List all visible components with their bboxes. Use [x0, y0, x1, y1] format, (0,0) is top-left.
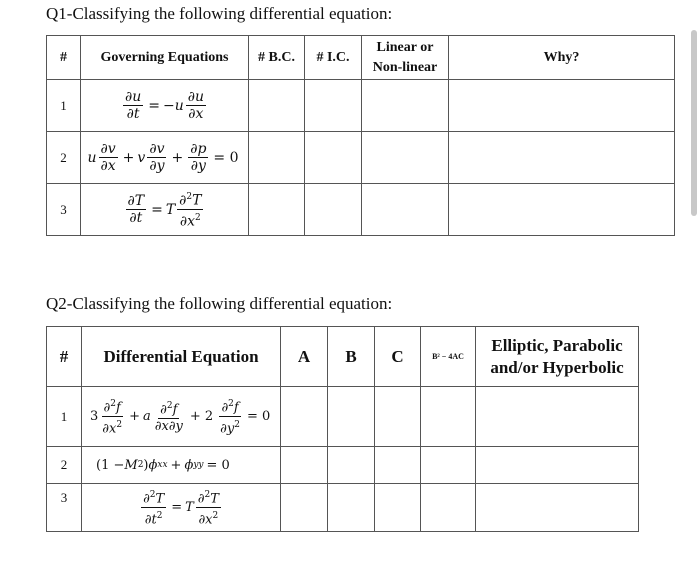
row-number: 1 [47, 80, 81, 132]
q1-header-why: Why? [449, 36, 675, 80]
equation: 3 $\frac{\partial^2f}{\partial x^2}$ + a $\frac{\partial^2f}{\partial x\partial y}$ + 2 $\frac{\partial^2f}{\partial y^2}$ = 0 [82, 396, 280, 438]
equation: (1 − M 2 ) ϕ xx + ϕ yy = 0 [96, 457, 230, 473]
linear-cell[interactable] [362, 132, 449, 184]
table-row [47, 184, 675, 236]
bc-cell[interactable] [249, 184, 305, 236]
a-cell[interactable] [281, 387, 328, 447]
row-number: 3 [47, 184, 81, 236]
equation-cell [81, 80, 249, 132]
q1-table [46, 35, 675, 236]
q1-header-linear-line1: Linear or [376, 39, 434, 55]
row-number: 2 [47, 132, 81, 184]
q2-title: Q2-Classifying the following differential equation: [46, 294, 393, 313]
why-cell[interactable] [449, 184, 675, 236]
ic-cell[interactable] [305, 184, 362, 236]
table-row [47, 387, 639, 447]
c-cell[interactable] [375, 387, 421, 447]
bc-cell[interactable] [249, 132, 305, 184]
q2-header-equation: Differential Equation [82, 327, 281, 387]
bc-cell[interactable] [249, 80, 305, 132]
table-row [47, 447, 639, 484]
equation-cell [82, 387, 281, 447]
equation: u $\frac{\partial v}{\partial x}$ + v $\frac{\partial v}{\partial y}$ + $\frac{\partial p}{\partial y}$ = 0 [87, 141, 239, 174]
c-cell[interactable] [375, 447, 421, 484]
row-number: 1 [47, 387, 82, 447]
equation-cell [81, 132, 249, 184]
table-row [47, 484, 639, 532]
table-row [47, 80, 675, 132]
classification-cell[interactable] [476, 484, 639, 532]
equation: $\frac{\partial^2T}{\partial t^2}$ = T $\frac{\partial^2T}{\partial x^2}$ [82, 487, 280, 529]
equation-cell [81, 184, 249, 236]
linear-cell[interactable] [362, 80, 449, 132]
ic-cell[interactable] [305, 80, 362, 132]
linear-cell[interactable] [362, 184, 449, 236]
row-number: 2 [47, 447, 82, 484]
q2-header-num: # [47, 327, 82, 387]
table-row [47, 132, 675, 184]
scrollbar-thumb[interactable] [691, 30, 697, 216]
q1-header-linear-line2: Non-linear [372, 59, 438, 75]
q1-header-bc: # B.C. [249, 36, 305, 80]
why-cell[interactable] [449, 132, 675, 184]
b-cell[interactable] [328, 484, 375, 532]
q2-header-b: B [328, 327, 375, 387]
q2-header-discriminant: B² − 4AC [421, 327, 476, 387]
q2-header-class-line2: and/or Hyperbolic [490, 357, 624, 377]
q2-table [46, 326, 639, 532]
equation-cell [82, 484, 281, 532]
why-cell[interactable] [449, 80, 675, 132]
a-cell[interactable] [281, 484, 328, 532]
ic-cell[interactable] [305, 132, 362, 184]
equation: $\frac{\partial u}{\partial t}$ = −u $\frac{\partial u}{\partial x}$ [124, 89, 204, 122]
classification-cell[interactable] [476, 387, 639, 447]
classification-cell[interactable] [476, 447, 639, 484]
b-cell[interactable] [328, 387, 375, 447]
q1-header-governing: Governing Equations [81, 36, 249, 80]
discriminant-cell[interactable] [421, 484, 476, 532]
q2-header-class-line1: Elliptic, Parabolic [491, 335, 623, 355]
q1-header-ic: # I.C. [305, 36, 362, 80]
a-cell[interactable] [281, 447, 328, 484]
equation-cell [82, 447, 281, 484]
q1-header-row [47, 36, 675, 80]
q2-header-classification [476, 327, 639, 387]
row-number: 3 [47, 484, 82, 532]
q2-header-a: A [281, 327, 328, 387]
c-cell[interactable] [375, 484, 421, 532]
q2-header-row [47, 327, 639, 387]
discriminant-cell[interactable] [421, 447, 476, 484]
q1-header-linear [362, 36, 449, 80]
discriminant-cell[interactable] [421, 387, 476, 447]
q1-header-num: # [47, 36, 81, 80]
q1-title: Q1-Classifying the following differential equation: [46, 4, 393, 23]
q2-header-c: C [375, 327, 421, 387]
b-cell[interactable] [328, 447, 375, 484]
equation: $\frac{\partial T}{\partial t}$ = T $\frac{\partial^2T}{\partial x^2}$ [81, 189, 248, 229]
